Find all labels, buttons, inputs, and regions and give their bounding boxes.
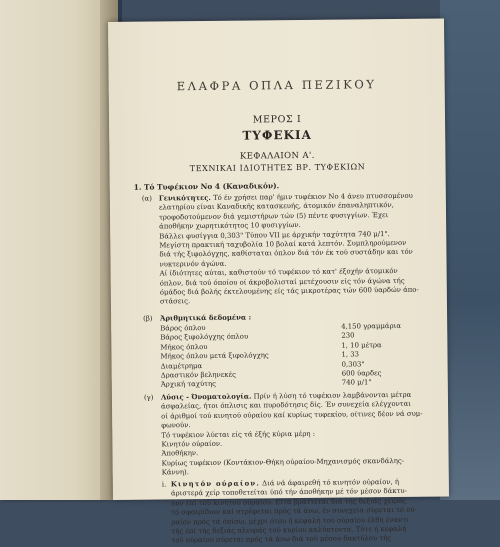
section-heading: 1. Τό Τυφέκιον Νο 4 (Καναδικόν). [133,181,280,192]
gamma-line: Κινητόν ούραίον. [161,439,223,449]
gamma-label: (γ) [143,393,154,402]
para-i-line: άριστερά χείρ τοποθετείται ύπό τήν άποθήκην μέ τόν μέσον δάκτυ- [170,487,407,498]
spec-name: Βάρος ξιφολόγχης όπλου [160,332,249,342]
specs-names [160,323,269,390]
alpha-lead: Γενικότητες. [158,193,211,203]
spec-name: Μήκος όπλου [160,342,208,352]
alpha-line: Βάλλει φυσίγγια 0,303" Τύπου VII με άρχικήν ταχύτητα 740 μ/1". [159,229,390,241]
chapter-title: ΤΕΧΝΙΚΑΙ ΙΔΙΟΤΗΤΕΣ ΒΡ. ΤΥΦΕΚΙΩΝ [189,162,366,174]
specs-values [341,322,401,388]
background-right [440,0,500,500]
gamma-line: Κάννη). [161,468,189,477]
alpha-line: νυκτερινόν άγώνα. [159,259,227,269]
beta-label: (β) [143,314,153,323]
spec-name: Άρχική ταχύτης [160,380,217,389]
para-i-lead: Κινητόν ούραίον. [170,479,260,489]
spec-value: 1, 10 μέτρα [341,340,382,350]
gamma-paragraph [161,391,423,478]
gamma-line: άσφαλείας, ήτοι όπλισις και πυροδότησις δίς. Έν συνεχεία ελέγχονται [160,400,411,411]
alpha-label: (α) [141,194,152,203]
para-i-label: i. [161,480,167,489]
alpha-line: Αί ίδιότητες αύται, καθιστούν τό τυφέκιον τό κατ' έξοχήν άτομικόν [159,267,398,278]
para-i-line: λον έπί τού κινητού ούραίου. Είτα βράττεται διά τής δεξιάς χειρός [171,496,407,508]
gamma-lead: Λύσις - Όνοματολογία. [160,392,252,402]
alpha-line: στάσεις. [159,297,191,306]
spec-name: Δραστικόν βεληνεκές [160,370,237,380]
spec-name: Μήκος όπλου μετά ξιφολόγχης [160,351,269,361]
alpha-paragraph [159,192,419,308]
gamma-line: Άποθήκην. [161,449,199,458]
alpha-line: διά τής ξιφολόγχης, καθίσταται όπλον διά τόν έκ τού συστάδην και τόν [159,248,413,259]
para-i-line: Διά νά άφαιρεθή τό κινητόν ούραίον, ή [259,477,400,488]
para-i-line: τού ούραίου σύρεται πρός τά άνω διά τού μέσου δακτύλου τής [171,534,392,545]
para-i-paragraph [171,478,417,546]
part-title: ΤΥΦΕΚΙΑ [242,127,312,143]
gamma-line: οί άριθμοί τού κινητού ούραίου καί κυρίως τυφεκίου, οίτινες δέον νά συμ- [161,409,423,421]
alpha-line: Τό έν χρήσει παρ' ήμιν τυφέκιον Νο 4 άνευ πτυσσομένου [210,191,413,202]
part-label: ΜΕΡΟΣ Ι [252,113,302,126]
para-i-line: τής έπί τής δεξιάς πλευράς τού κυρίου καλύπτοντα. Τότε ή κεφαλή [171,524,407,536]
alpha-line: όπλον, διά τού όποίου οί άκροβολισταί μετέχουσιν είς τόν άγώνα τής [159,276,405,288]
alpha-line: ελατηρίου είναι Καναδικής κατασκευής, άτομικόν έπαναληπτικόν, [158,201,394,212]
gamma-line: Τό τυφέκιον λύεται είς τά έξής κύρια μέρη : [161,429,316,440]
chapter-label: ΚΕΦΑΛΑΙΟΝ Α'. [239,150,315,162]
gamma-line: φωνούν. [161,421,191,430]
alpha-line: τροφοδοτούμενον διά γεμιστήρων τών (5) πέντε φυσιγγίων. Έχει [159,210,389,222]
spec-value: 1, 33 [341,350,360,359]
gamma-line: Πρίν ή λύση τό τυφέκιον λαμβάνονται μέτρα [251,390,412,401]
spec-name: Βάρος όπλου [160,323,206,333]
alpha-line: όμάδος διά βολής έκτελουμένης είς τάς μικροτέρας τών 600 ύαρδών άπο- [159,285,419,297]
spec-name: Διαμέτρημα [160,361,203,371]
alpha-line: άποθήκην χωρητικότητος 10 φυσιγγίων. [159,221,301,231]
spec-value: 740 μ/1" [341,378,372,388]
para-i-line: ραίον πρός τά όπίσω, μέχρι ότου ή κεφαλή τού ούραίου έλθη έναντι [171,515,409,526]
spec-value: 4,150 γραμμάρια [341,321,402,331]
para-i-line: τό σφαιρίδιον καί στρέφεται πρός τά άνω, έν συνεχεία σύρεται τό ού- [171,506,417,517]
book-page [108,18,449,545]
previous-page [0,0,108,500]
alpha-line: Μεγίστη πρακτική ταχυβολία 10 βολαί κατά λεπτόν. Συμπληρούμενον [159,238,407,250]
spec-value: 0,303" [341,359,365,369]
spec-value: 230 [341,331,355,340]
gamma-line: Κυρίως τυφέκιον (Κοντάκιον-Θήκη ούραίου-Μηχανισμός σκανδάλης- [161,456,405,468]
page-header: ΕΛΑΦΡΑ ΟΠΛΑ ΠΕΖΙΚΟΥ [176,77,377,94]
spec-value: 600 ύαρδες [341,369,382,378]
beta-lead: Άριθμητικά δεδομένα : [160,313,252,323]
